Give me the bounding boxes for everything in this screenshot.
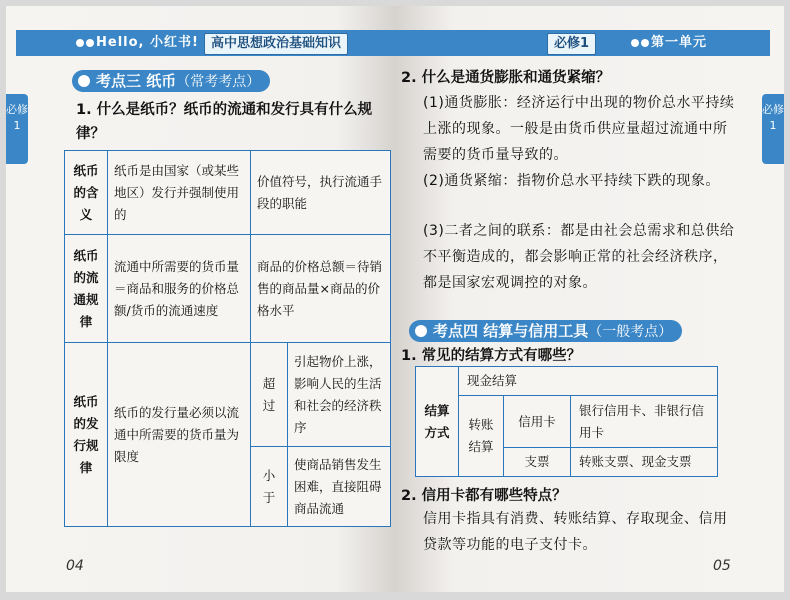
cell-over-label: 超过 [251, 343, 288, 447]
transfer-settlement: 转账结算 [459, 396, 504, 477]
unit-dot-icon [641, 39, 649, 47]
page-number-left: 04 [66, 558, 84, 574]
left-page [6, 6, 395, 592]
brand-dot-icon [76, 39, 84, 47]
para-deflation: (2)通货紧缩：指物价总水平持续下跌的现象。 [423, 173, 720, 189]
cell-under-text: 使商品销售发生困难，直接阻碍商品流通 [288, 447, 391, 527]
page-number-right: 05 [713, 558, 731, 574]
right-header-bar [395, 30, 770, 56]
credit-card-types: 银行信用卡、非银行信用卡 [571, 396, 718, 448]
cash-settlement: 现金结算 [459, 367, 718, 396]
row-head-meaning: 纸币的含义 [65, 151, 108, 235]
cell-circulation-1: 流通中所需要的货币量＝商品和服务的价格总额/货币的流通速度 [108, 235, 251, 343]
cell-circulation-2: 商品的价格总额＝待销售的商品量×商品的价格水平 [251, 235, 391, 343]
para-credit-card: 信用卡指具有消费、转账结算、存取现金、信用贷款等功能的电子支付卡。 [423, 511, 728, 553]
cell-meaning-1: 纸币是由国家（或某些地区）发行并强制使用的 [108, 151, 251, 235]
paper-money-table [64, 150, 391, 527]
unit-dot-icon [631, 39, 639, 47]
header-unit: 第一单元 [631, 30, 707, 56]
question-1-right: 1. 常见的结算方式有哪些？ [401, 348, 582, 364]
cheque-types: 转账支票、现金支票 [571, 448, 718, 477]
header-brand: Hello, 小红书! [76, 30, 199, 56]
para-inflation: (1)通货膨胀：经济运行中出现的物价总水平持续上涨的现象。一般是由货币供应量超过流通中所需要的货币量导致的。 [423, 95, 735, 163]
question-1-left: 1. 什么是纸币？纸币的流通和发行具有什么规律？ [76, 102, 373, 142]
right-page [395, 6, 784, 592]
header-book-title: 高中思想政治基础知识 [204, 33, 348, 55]
credit-card-label: 信用卡 [504, 396, 571, 448]
left-header-bar [16, 30, 395, 56]
settlement-table [415, 366, 718, 477]
question-2b-right: 2. 信用卡都有哪些特点？ [401, 488, 567, 504]
open-book [6, 6, 784, 592]
brand-dot-icon [86, 39, 94, 47]
cell-under-label: 小于 [251, 447, 288, 527]
badge-dot-icon [78, 75, 90, 87]
right-side-tab: 必修1 [762, 94, 784, 164]
cell-over-text: 引起物价上涨，影响人民的生活和社会的经济秩序 [288, 343, 391, 447]
cell-meaning-2: 价值符号，执行流通手段的职能 [251, 151, 391, 235]
section-badge-3: 考点三 纸币（常考考点） [72, 70, 270, 92]
settlement-head: 结算方式 [416, 367, 459, 477]
cheque-label: 支票 [504, 448, 571, 477]
header-volume: 必修1 [547, 33, 596, 55]
section-badge-4: 考点四 结算与信用工具（一般考点） [409, 320, 682, 342]
cell-issuance-1: 纸币的发行量必须以流通中所需要的货币量为限度 [108, 343, 251, 527]
row-head-circulation: 纸币的流通规律 [65, 235, 108, 343]
row-head-issuance: 纸币的发行规律 [65, 343, 108, 527]
left-side-tab: 必修1 [6, 94, 28, 164]
para-relation: (3)二者之间的联系：都是由社会总需求和总供给不平衡造成的，都会影响正常的社会经济秩序，都是国家宏观调控的对象。 [423, 223, 735, 291]
badge-dot-icon [415, 325, 427, 337]
question-2-right: 2. 什么是通货膨胀和通货紧缩？ [401, 70, 611, 86]
